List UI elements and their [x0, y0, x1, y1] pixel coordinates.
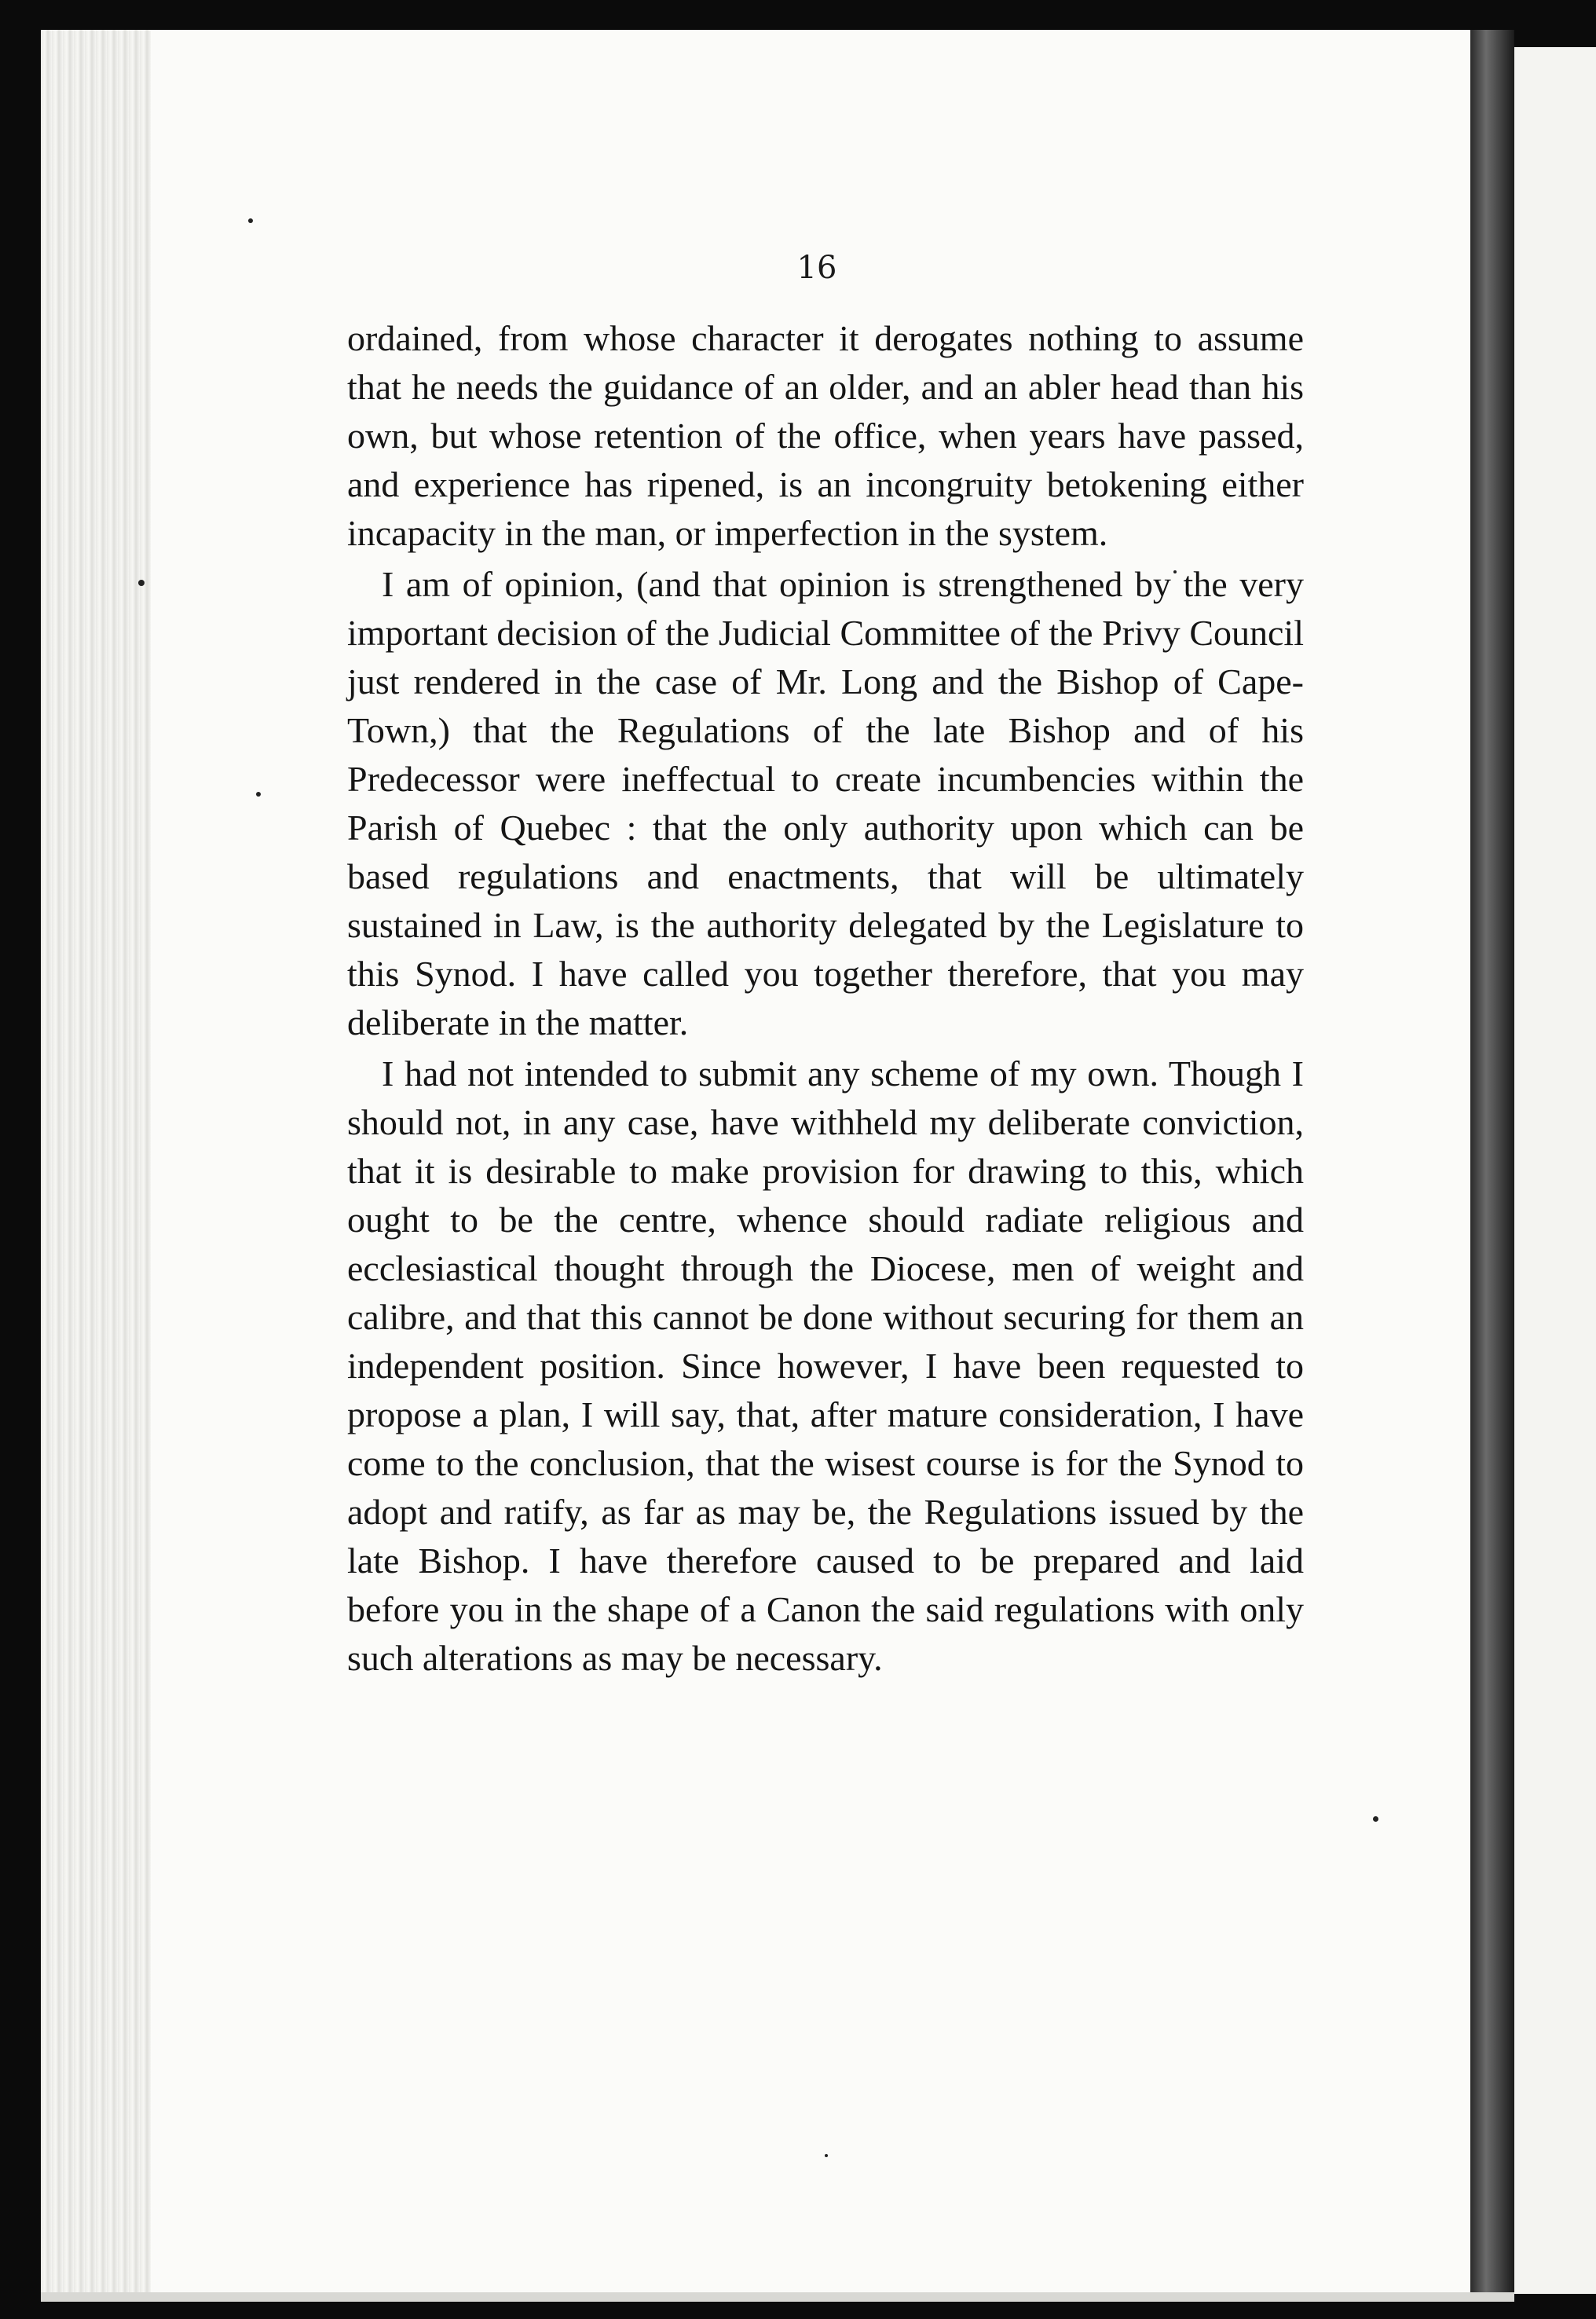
scan-speck — [256, 792, 261, 797]
scan-speck — [138, 580, 145, 586]
facing-page-edge — [1514, 47, 1596, 2294]
scan-speck — [248, 218, 253, 223]
book-spine-shadow — [1470, 30, 1514, 2292]
page-bottom-edge — [41, 2292, 1514, 2302]
page-number: 16 — [796, 250, 837, 286]
body-text — [347, 314, 1304, 1685]
paragraph: ordained, from whose character it derogates nothing to assume that he needs the guidance of an older, and an abler head than his own, but whose retention of the office, when years have passed, and experience has ripened, is an incongruity betokening either incapacity in the man, or imperfection in the system. — [347, 318, 1304, 553]
paragraph: I am of opinion, (and that opinion is strengthened by the very important decision of the Judicial Committee of the Privy Council just rendered in the case of Mr. Long and the Bishop of Cape-Town,) that the Regulations of the late Bishop and of his Predecessor were ineffectual to create incumbencies within the Parish of Quebec : that the only authority upon which can be based regulations and enactments, that will be ultimately sustained in Law, is the authority delegated by the Legislature to this Synod. I have called you together therefore, that you may deliberate in the matter. — [347, 564, 1304, 1042]
scan-speck — [1373, 1816, 1378, 1822]
paragraph: I had not intended to submit any scheme of my own. Though I should not, in any case, have withheld my deliberate conviction, that it is desirable to make provision for drawing to this, which ought to be the centre, whence should radiate religious and ecclesiastical thought through the Diocese, men of weight and calibre, and that this cannot be done without securing for them an independent position. Since however, I have been requested to propose a plan, I will say, that, after mature consideration, I have come to the conclusion, that the wisest course is for the Synod to adopt and ratify, as far as may be, the Regulations issued by the late Bishop. I have therefore caused to be prepared and laid before you in the shape of a Canon the said regulations with only such alterations as may be necessary. — [347, 1053, 1304, 1678]
scan-speck — [825, 2154, 828, 2157]
page-stack-edges — [41, 30, 151, 2292]
